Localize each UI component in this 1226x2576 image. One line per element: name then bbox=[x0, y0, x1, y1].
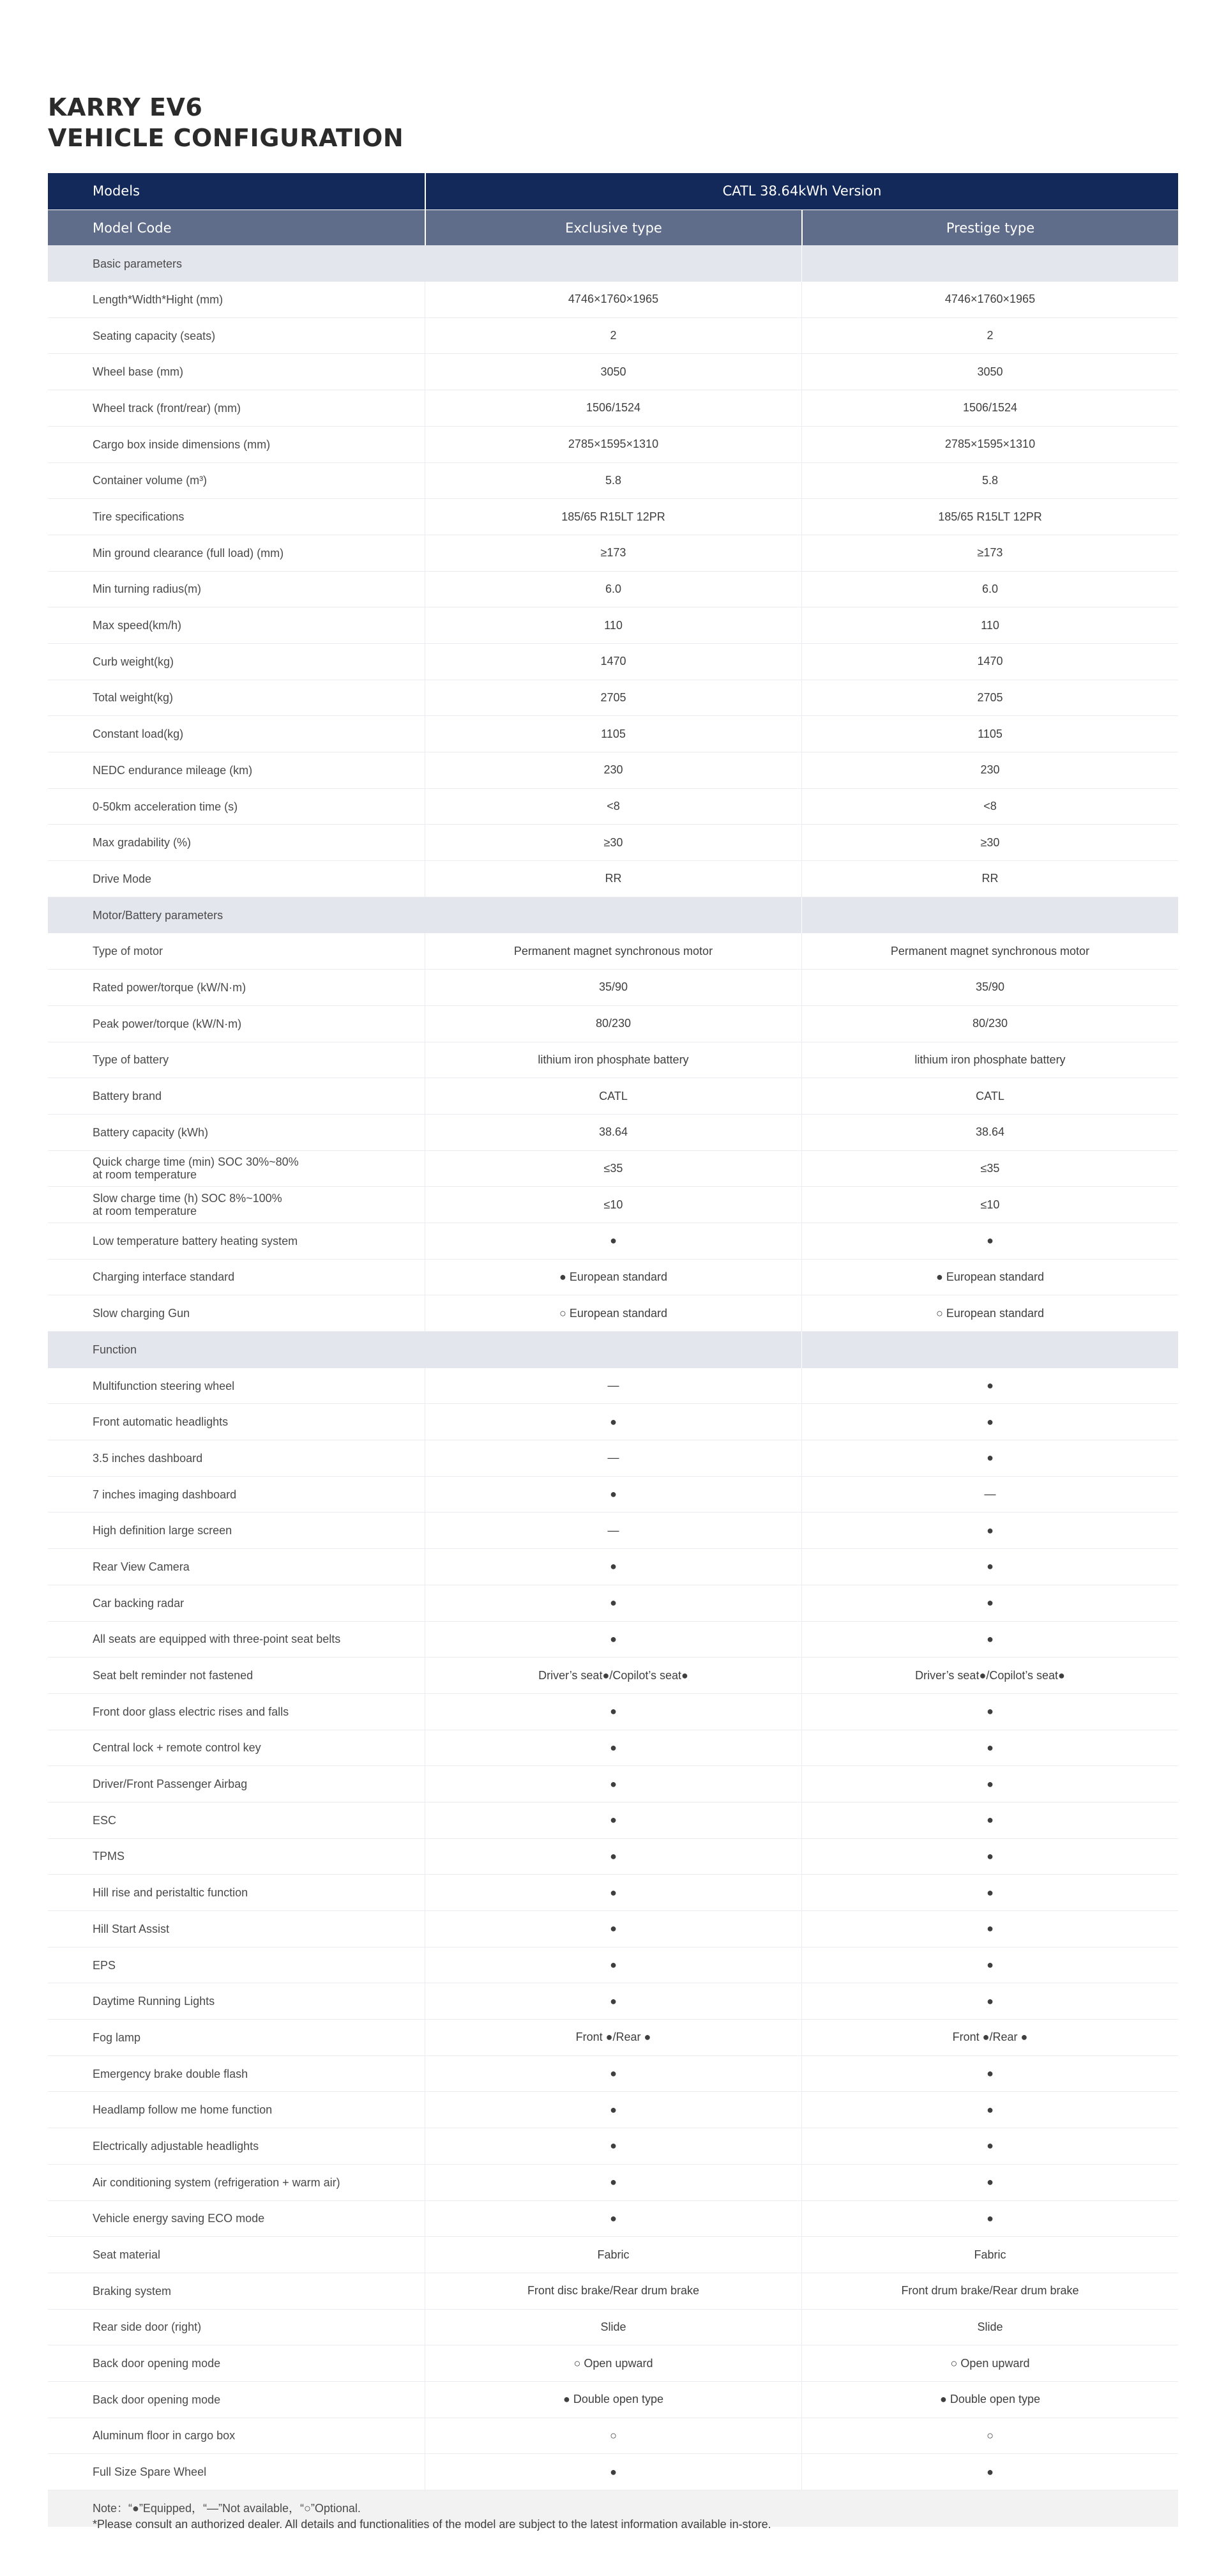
table-row bbox=[48, 2020, 1178, 2056]
row-label: NEDC endurance mileage (km) bbox=[93, 763, 253, 777]
exclusive-value: ● bbox=[425, 1477, 801, 1513]
table-row bbox=[48, 752, 1178, 789]
exclusive-value: ● bbox=[425, 1622, 801, 1658]
exclusive-value: ● bbox=[425, 1947, 801, 1983]
table-row bbox=[48, 1802, 1178, 1839]
prestige-type-header: Prestige type bbox=[801, 210, 1178, 246]
exclusive-value: — bbox=[425, 1440, 801, 1476]
table-row bbox=[48, 2418, 1178, 2455]
table-row bbox=[48, 1368, 1178, 1405]
row-label: TPMS bbox=[93, 1850, 125, 1863]
exclusive-value: Slide bbox=[425, 2310, 801, 2345]
table-row bbox=[48, 2310, 1178, 2346]
prestige-value: 35/90 bbox=[801, 970, 1178, 1005]
prestige-value: ● bbox=[801, 2165, 1178, 2200]
prestige-value: ● bbox=[801, 1983, 1178, 2019]
table-row bbox=[48, 2165, 1178, 2201]
row-label: EPS bbox=[93, 1958, 116, 1972]
prestige-value: ● bbox=[801, 1368, 1178, 1404]
prestige-value: ● bbox=[801, 2128, 1178, 2164]
table-row bbox=[48, 282, 1178, 318]
row-label-line-1: Slow charge time (h) SOC 8%~100% bbox=[93, 1192, 282, 1205]
exclusive-type-header: Exclusive type bbox=[425, 210, 801, 246]
row-label: Front door glass electric rises and falls bbox=[93, 1705, 289, 1718]
row-label: Multifunction steering wheel bbox=[93, 1379, 235, 1392]
exclusive-value: 110 bbox=[425, 607, 801, 643]
exclusive-value: ● bbox=[425, 1585, 801, 1621]
prestige-value: ● bbox=[801, 1730, 1178, 1766]
table-row bbox=[48, 970, 1178, 1006]
section-title: Motor/Battery parameters bbox=[93, 909, 223, 922]
row-label: Hill rise and peristaltic function bbox=[93, 1886, 248, 1900]
prestige-value: ● bbox=[801, 1802, 1178, 1838]
row-label: Fog lamp bbox=[93, 2031, 141, 2044]
exclusive-value: ● bbox=[425, 1875, 801, 1910]
exclusive-value: 35/90 bbox=[425, 970, 801, 1005]
prestige-value: 1470 bbox=[801, 644, 1178, 680]
row-label: Car backing radar bbox=[93, 1596, 185, 1610]
row-label: Total weight(kg) bbox=[93, 691, 174, 705]
row-label bbox=[48, 1151, 425, 1187]
prestige-value: 1506/1524 bbox=[801, 390, 1178, 426]
row-label: Rear View Camera bbox=[93, 1560, 190, 1573]
prestige-value: ● Double open type bbox=[801, 2382, 1178, 2418]
row-label: Back door opening mode bbox=[93, 2357, 221, 2370]
exclusive-value: 3050 bbox=[425, 354, 801, 390]
table-row bbox=[48, 1983, 1178, 2020]
exclusive-value: ● Double open type bbox=[425, 2382, 801, 2418]
table-row bbox=[48, 1513, 1178, 1549]
prestige-value: 2705 bbox=[801, 680, 1178, 716]
row-label: High definition large screen bbox=[93, 1524, 232, 1537]
exclusive-value: ○ Open upward bbox=[425, 2345, 801, 2381]
table-row bbox=[48, 680, 1178, 717]
exclusive-value: <8 bbox=[425, 789, 801, 825]
table-row bbox=[48, 1187, 1178, 1223]
legend-note: Note：“●”Equipped，“—”Not available，“○”Optional. bbox=[93, 2502, 361, 2515]
row-label: Headlamp follow me home function bbox=[93, 2103, 273, 2117]
exclusive-value: 1105 bbox=[425, 716, 801, 752]
prestige-value: Slide bbox=[801, 2310, 1178, 2345]
table-row bbox=[48, 861, 1178, 897]
row-label: Cargo box inside dimensions (mm) bbox=[93, 438, 271, 451]
exclusive-value: 80/230 bbox=[425, 1006, 801, 1042]
prestige-value: ● bbox=[801, 1223, 1178, 1259]
table-row bbox=[48, 1622, 1178, 1658]
row-label: Electrically adjustable headlights bbox=[93, 2139, 259, 2153]
row-label: Hill Start Assist bbox=[93, 1922, 170, 1935]
exclusive-value: Driver’s seat●/Copilot’s seat● bbox=[425, 1658, 801, 1693]
prestige-value: ○ bbox=[801, 2418, 1178, 2454]
exclusive-value: ≥173 bbox=[425, 535, 801, 571]
section-title: Basic parameters bbox=[93, 257, 183, 270]
config-table bbox=[48, 173, 1178, 2527]
exclusive-value: 2785×1595×1310 bbox=[425, 427, 801, 462]
row-label: ESC bbox=[93, 1813, 117, 1827]
table-row bbox=[48, 1260, 1178, 1296]
title-line-1: KARRY EV6 bbox=[48, 93, 203, 121]
exclusive-value: Front disc brake/Rear drum brake bbox=[425, 2273, 801, 2309]
table-body bbox=[48, 245, 1178, 2526]
exclusive-value: ● bbox=[425, 2128, 801, 2164]
table-row bbox=[48, 1549, 1178, 1585]
prestige-value: ● bbox=[801, 2092, 1178, 2128]
table-row bbox=[48, 1042, 1178, 1079]
prestige-value: ● bbox=[801, 1513, 1178, 1548]
exclusive-value: ● bbox=[425, 2092, 801, 2128]
prestige-value: — bbox=[801, 1477, 1178, 1513]
exclusive-value: ● bbox=[425, 2165, 801, 2200]
exclusive-value: ○ bbox=[425, 2418, 801, 2454]
model-code-label: Model Code bbox=[93, 220, 172, 236]
exclusive-value: ● bbox=[425, 2056, 801, 2092]
section-title: Function bbox=[93, 1343, 137, 1357]
exclusive-value: 230 bbox=[425, 752, 801, 788]
row-label: Rated power/torque (kW/N·m) bbox=[93, 980, 246, 994]
table-row bbox=[48, 2237, 1178, 2273]
prestige-value: 1105 bbox=[801, 716, 1178, 752]
prestige-value: ● bbox=[801, 1911, 1178, 1947]
title-line-2: VEHICLE CONFIGURATION bbox=[48, 124, 404, 152]
prestige-value: ● bbox=[801, 1549, 1178, 1585]
header-row-model-code bbox=[48, 210, 1178, 246]
prestige-value: ○ European standard bbox=[801, 1295, 1178, 1331]
exclusive-value: 185/65 R15LT 12PR bbox=[425, 499, 801, 535]
row-label: Seat belt reminder not fastened bbox=[93, 1669, 254, 1682]
section-header-row bbox=[48, 1332, 1178, 1368]
table-row bbox=[48, 933, 1178, 970]
exclusive-value: ● bbox=[425, 1730, 801, 1766]
row-label: Charging interface standard bbox=[93, 1270, 235, 1284]
exclusive-value: ● bbox=[425, 2201, 801, 2237]
prestige-value: 3050 bbox=[801, 354, 1178, 390]
exclusive-value: RR bbox=[425, 861, 801, 897]
exclusive-value: ● bbox=[425, 2454, 801, 2490]
exclusive-value: ● bbox=[425, 1694, 801, 1730]
table-row bbox=[48, 1947, 1178, 1984]
prestige-value: 110 bbox=[801, 607, 1178, 643]
exclusive-value: Fabric bbox=[425, 2237, 801, 2273]
table-row bbox=[48, 2128, 1178, 2165]
exclusive-value: ● European standard bbox=[425, 1260, 801, 1295]
prestige-value: 4746×1760×1965 bbox=[801, 282, 1178, 317]
section-header-row bbox=[48, 897, 1178, 934]
table-row bbox=[48, 1295, 1178, 1332]
exclusive-value: ● bbox=[425, 1404, 801, 1440]
table-row bbox=[48, 1730, 1178, 1767]
table-row bbox=[48, 2056, 1178, 2092]
row-label: Type of motor bbox=[93, 945, 163, 958]
row-label: Battery brand bbox=[93, 1090, 162, 1103]
exclusive-value: 5.8 bbox=[425, 463, 801, 499]
table-row bbox=[48, 1839, 1178, 1875]
row-label: Length*Width*Hight (mm) bbox=[93, 293, 223, 306]
table-row bbox=[48, 2201, 1178, 2237]
models-label: Models bbox=[93, 183, 140, 199]
row-label: Wheel base (mm) bbox=[93, 365, 184, 379]
exclusive-value: ● bbox=[425, 1983, 801, 2019]
section-empty-cell bbox=[801, 245, 1178, 282]
row-label: Slow charging Gun bbox=[93, 1307, 190, 1320]
row-label: 0-50km acceleration time (s) bbox=[93, 800, 238, 813]
section-header-row bbox=[48, 245, 1178, 282]
exclusive-value: ● bbox=[425, 1766, 801, 1802]
prestige-value: ● bbox=[801, 2201, 1178, 2237]
exclusive-value: 4746×1760×1965 bbox=[425, 282, 801, 317]
table-row bbox=[48, 1223, 1178, 1260]
exclusive-value: ● bbox=[425, 1223, 801, 1259]
disclaimer: *Please consult an authorized dealer. All details and functionalities of the model are subject to the latest information available in-store. bbox=[93, 2518, 771, 2531]
prestige-value: ● bbox=[801, 1947, 1178, 1983]
table-row bbox=[48, 1115, 1178, 1151]
exclusive-value: CATL bbox=[425, 1078, 801, 1114]
table-row bbox=[48, 1875, 1178, 1911]
row-label: Vehicle energy saving ECO mode bbox=[93, 2212, 265, 2225]
table-row bbox=[48, 499, 1178, 535]
table-row bbox=[48, 1585, 1178, 1622]
prestige-value: ● bbox=[801, 1766, 1178, 1802]
prestige-value: Fabric bbox=[801, 2237, 1178, 2273]
exclusive-value: ● bbox=[425, 1549, 801, 1585]
exclusive-value: ● bbox=[425, 1802, 801, 1838]
exclusive-value: 6.0 bbox=[425, 572, 801, 607]
table-row bbox=[48, 1911, 1178, 1947]
prestige-value: ● bbox=[801, 1694, 1178, 1730]
prestige-value: ≤10 bbox=[801, 1187, 1178, 1223]
table-row bbox=[48, 572, 1178, 608]
table-row bbox=[48, 716, 1178, 752]
row-label: Air conditioning system (refrigeration + warm air) bbox=[93, 2176, 340, 2189]
row-label-line-2: at room temperature bbox=[93, 1168, 197, 1182]
exclusive-value: ≤10 bbox=[425, 1187, 801, 1223]
row-label bbox=[48, 1187, 425, 1223]
page-title bbox=[48, 92, 814, 153]
prestige-value: <8 bbox=[801, 789, 1178, 825]
exclusive-value: Permanent magnet synchronous motor bbox=[425, 933, 801, 969]
prestige-value: Front drum brake/Rear drum brake bbox=[801, 2273, 1178, 2309]
prestige-value: ● bbox=[801, 1875, 1178, 1910]
row-label: Constant load(kg) bbox=[93, 728, 184, 741]
prestige-value: ● bbox=[801, 1404, 1178, 1440]
table-row bbox=[48, 463, 1178, 499]
row-label: Rear side door (right) bbox=[93, 2321, 202, 2334]
prestige-value: 80/230 bbox=[801, 1006, 1178, 1042]
table-row bbox=[48, 1404, 1178, 1440]
prestige-value: Front ●/Rear ● bbox=[801, 2020, 1178, 2055]
table-row bbox=[48, 607, 1178, 644]
row-label: Daytime Running Lights bbox=[93, 1995, 215, 2008]
row-label: 7 inches imaging dashboard bbox=[93, 1488, 237, 1501]
table-row bbox=[48, 427, 1178, 463]
prestige-value: Permanent magnet synchronous motor bbox=[801, 933, 1178, 969]
exclusive-value: 2 bbox=[425, 318, 801, 354]
table-row bbox=[48, 789, 1178, 825]
prestige-value: 185/65 R15LT 12PR bbox=[801, 499, 1178, 535]
row-label: Driver/Front Passenger Airbag bbox=[93, 1778, 248, 1791]
prestige-value: ≥30 bbox=[801, 825, 1178, 860]
prestige-value: RR bbox=[801, 861, 1178, 897]
section-empty-cell bbox=[425, 245, 801, 282]
exclusive-value: 2705 bbox=[425, 680, 801, 716]
exclusive-value: — bbox=[425, 1513, 801, 1548]
row-label: Seating capacity (seats) bbox=[93, 329, 216, 342]
table-row bbox=[48, 1078, 1178, 1115]
table-row bbox=[48, 1006, 1178, 1042]
row-label-line-1: Quick charge time (min) SOC 30%~80% bbox=[93, 1155, 299, 1169]
prestige-value: 38.64 bbox=[801, 1115, 1178, 1150]
table-row bbox=[48, 2382, 1178, 2418]
row-label: Aluminum floor in cargo box bbox=[93, 2429, 236, 2443]
table-row bbox=[48, 2454, 1178, 2490]
row-label: Max speed(km/h) bbox=[93, 619, 182, 632]
section-empty-cell bbox=[801, 1332, 1178, 1368]
prestige-value: 2785×1595×1310 bbox=[801, 427, 1178, 462]
row-label: Container volume (m³) bbox=[93, 474, 208, 487]
prestige-value: 5.8 bbox=[801, 463, 1178, 499]
exclusive-value: ● bbox=[425, 1911, 801, 1947]
prestige-value: Driver’s seat●/Copilot’s seat● bbox=[801, 1658, 1178, 1693]
table-row bbox=[48, 318, 1178, 354]
exclusive-value: ≤35 bbox=[425, 1151, 801, 1187]
row-label: Central lock + remote control key bbox=[93, 1741, 261, 1755]
table-row bbox=[48, 644, 1178, 680]
prestige-value: lithium iron phosphate battery bbox=[801, 1042, 1178, 1078]
row-label: Min ground clearance (full load) (mm) bbox=[93, 546, 284, 560]
exclusive-value: ○ European standard bbox=[425, 1295, 801, 1331]
prestige-value: ○ Open upward bbox=[801, 2345, 1178, 2381]
section-empty-cell bbox=[801, 897, 1178, 934]
row-label: Front automatic headlights bbox=[93, 1415, 229, 1429]
row-label: Drive Mode bbox=[93, 872, 152, 885]
prestige-value: ≤35 bbox=[801, 1151, 1178, 1187]
table-row bbox=[48, 1151, 1178, 1187]
table-row bbox=[48, 2092, 1178, 2128]
row-label: Wheel track (front/rear) (mm) bbox=[93, 401, 241, 415]
table-row bbox=[48, 1694, 1178, 1730]
row-label: Tire specifications bbox=[93, 510, 185, 524]
exclusive-value: — bbox=[425, 1368, 801, 1404]
row-label: Seat material bbox=[93, 2248, 161, 2262]
table-row bbox=[48, 2345, 1178, 2382]
table-row bbox=[48, 1477, 1178, 1513]
row-label: Type of battery bbox=[93, 1053, 169, 1067]
header-row-models bbox=[48, 173, 1178, 210]
table-row bbox=[48, 1766, 1178, 1802]
table-row bbox=[48, 1440, 1178, 1477]
row-label: Full Size Spare Wheel bbox=[93, 2465, 207, 2479]
prestige-value: 2 bbox=[801, 318, 1178, 354]
row-label: Max gradability (%) bbox=[93, 836, 192, 850]
row-label: Peak power/torque (kW/N·m) bbox=[93, 1017, 242, 1030]
table-row bbox=[48, 1658, 1178, 1694]
row-label: Back door opening mode bbox=[93, 2393, 221, 2406]
exclusive-value: 1470 bbox=[425, 644, 801, 680]
row-label: Braking system bbox=[93, 2284, 172, 2298]
exclusive-value: 1506/1524 bbox=[425, 390, 801, 426]
table-row bbox=[48, 390, 1178, 427]
prestige-value: ● bbox=[801, 1585, 1178, 1621]
section-empty-cell bbox=[425, 897, 801, 934]
row-label: Battery capacity (kWh) bbox=[93, 1125, 209, 1139]
exclusive-value: lithium iron phosphate battery bbox=[425, 1042, 801, 1078]
row-label: Curb weight(kg) bbox=[93, 655, 174, 668]
prestige-value: ● bbox=[801, 2454, 1178, 2490]
prestige-value: ≥173 bbox=[801, 535, 1178, 571]
row-label: 3.5 inches dashboard bbox=[93, 1451, 203, 1465]
prestige-value: ● bbox=[801, 1839, 1178, 1875]
prestige-value: ● bbox=[801, 1622, 1178, 1658]
row-label: Emergency brake double flash bbox=[93, 2067, 248, 2080]
prestige-value: ● bbox=[801, 1440, 1178, 1476]
table-row bbox=[48, 354, 1178, 390]
prestige-value: 230 bbox=[801, 752, 1178, 788]
prestige-value: ● European standard bbox=[801, 1260, 1178, 1295]
table-row bbox=[48, 825, 1178, 861]
table-row bbox=[48, 535, 1178, 572]
section-empty-cell bbox=[425, 1332, 801, 1368]
exclusive-value: ≥30 bbox=[425, 825, 801, 860]
row-label: All seats are equipped with three-point seat belts bbox=[93, 1633, 341, 1646]
table-row bbox=[48, 2273, 1178, 2310]
prestige-value: ● bbox=[801, 2056, 1178, 2092]
exclusive-value: ● bbox=[425, 1839, 801, 1875]
row-label: Low temperature battery heating system bbox=[93, 1234, 298, 1247]
row-label: Min turning radius(m) bbox=[93, 583, 202, 596]
row-label-line-2: at room temperature bbox=[93, 1205, 197, 1218]
version-label: CATL 38.64kWh Version bbox=[425, 173, 1178, 210]
exclusive-value: 38.64 bbox=[425, 1115, 801, 1150]
exclusive-value: Front ●/Rear ● bbox=[425, 2020, 801, 2055]
prestige-value: 6.0 bbox=[801, 572, 1178, 607]
prestige-value: CATL bbox=[801, 1078, 1178, 1114]
